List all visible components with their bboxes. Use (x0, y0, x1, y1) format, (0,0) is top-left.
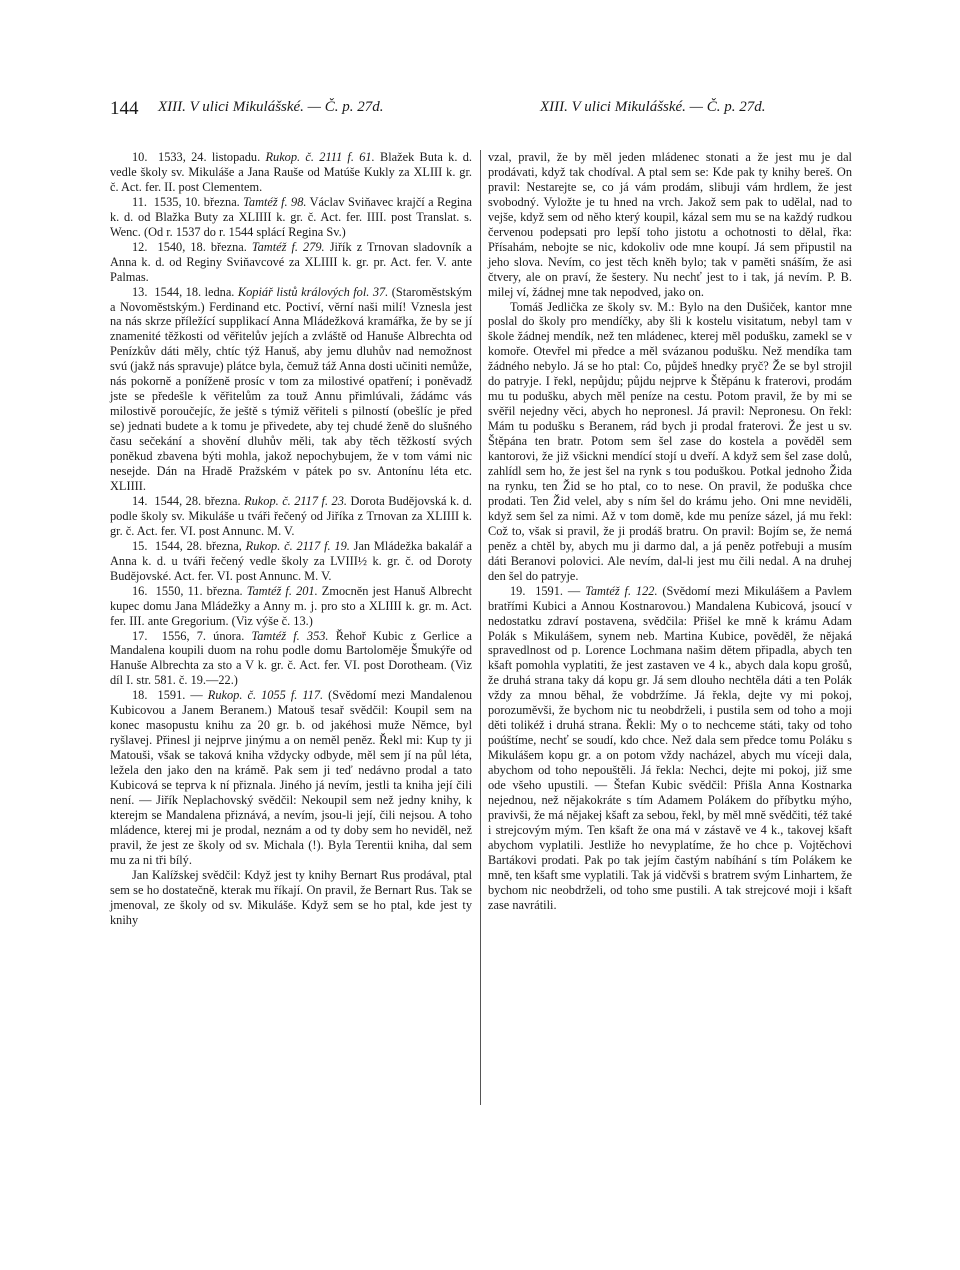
entry-text: Řehoř Kubic z Gerlice a Mandalena koupili duom na rohu podle domu Bartoloměje Šmukýře od Hanuše Albrechta za sto a V k. gr. č. Act. fer. VI. post Dorotheam. (Viz díl I. str. 581. č. 19.—22.) (110, 628, 472, 688)
entry-lead: 11. 1535, 10. března. (132, 194, 244, 209)
testimony-paragraph (488, 300, 852, 584)
entry-text: Jan Kalížskej svědčil: Když jest ty knihy Bernart Rus prodával, ptal sem se ho dostatečně, kterak mu říkají. On pravil, že Bernart Rus. Tak se jmenoval, ze školy od sv. Mikuláše. Když sem se ho ptal, kde jest ty knihy (110, 867, 472, 927)
page-number: 144 (110, 98, 139, 119)
entry-paragraph (110, 285, 472, 494)
entry-lead: 16. 1550, 11. března. (132, 583, 247, 598)
running-title-left: XIII. V ulici Mikulášské. — Č. p. 27d. (158, 99, 384, 115)
column-divider (480, 150, 481, 1105)
entry-lead: 14. 1544, 28. března. (132, 493, 245, 508)
source-reference: Kopiář listů králových fol. 37. (237, 284, 389, 299)
entry-paragraph (110, 539, 472, 584)
entry-text: Zmocněn jest Hanuš Albrecht kupec domu Jana Mládežky a Anny m. j. pro sto a XLIIII k. gr. m. Act. fer. III. ante Gregorium. (Viz výše č. 13.) (110, 583, 472, 628)
entry-lead: 17. 1556, 7. února. (132, 628, 252, 643)
continued-paragraph (488, 150, 852, 300)
page-header (0, 96, 960, 126)
left-column (110, 150, 472, 928)
entry-lead: 12. 1540, 18. března. (132, 239, 252, 254)
entry-paragraph (110, 494, 472, 539)
entry-lead: 10. 1533, 24. listopadu. (132, 150, 266, 164)
source-reference: Tamtéž f. 353. (251, 628, 329, 643)
testimony-paragraph (110, 868, 472, 928)
entry-text: Jan Mládežka bakalář a Anna k. d. u tváři řečený vedle školy za LVIII½ k. gr. č. od Doroty Budějovské. Act. fer. VI. post Annunc. M. V. (110, 538, 472, 583)
source-reference: Tamtéž f. 98. (243, 194, 307, 209)
entry-lead: 19. 1591. — (510, 583, 586, 598)
running-title-right: XIII. V ulici Mikulášské. — Č. p. 27d. (540, 99, 766, 115)
source-reference: Tamtéž f. 279. (251, 239, 325, 254)
source-reference: Rukop. č. 2117 f. 19. (245, 538, 350, 553)
entry-text: Dorota Budějovská k. d. podle školy sv. Mikuláše u tváři řečený od Jiříka z Trnovan za XLIIII k. gr. č. Act. fer. VI. post Annunc. M. V. (110, 493, 472, 538)
source-reference: Rukop. č. 2117 f. 23. (244, 493, 347, 508)
source-reference: Tamtéž f. 201. (246, 583, 318, 598)
entry-lead: 18. 1591. — (132, 688, 208, 703)
source-reference: Rukop. č. 1055 f. 117. (207, 688, 324, 703)
entry-text: Václav Sviňavec krajčí a Regina k. d. od Blažka Buty za XLIIII k. gr. č. Act. fer. IIII. post Translat. s. Wenc. (Od r. 1537 do r. 1544 splácí Regina Sv.) (110, 194, 472, 239)
entry-text: Tomáš Jedlička ze školy sv. M.: Bylo na den Dušiček, kantor mne poslal do školy pro mendíčky, aby šli k kostelu visitatum, nebyl tam v škole žádnej mendík, než ten mládenec, kterej měl podušku, zamekl se v komoře. Otevřel mi předce a měl svázanou podušku. Než mendíka tam žádného nebylo. Já se ho ptal: Co, půjdeš hnedky pryč? Že se byl strojil do patryje. I řekl, nepůjdu; půjdu nejprve k Štěpánu k fraterovi, prodám mu tu podušku, abych měl peníze na cestu. Potom pravil, že by mi se svěřil nejedny věci, abych ho nepronesl. Já pravil: Nepronesu. On řekl: Mám tu podušku s Beranem, rád bych ji prodal fraterovi. Že jest u sv. Štěpána ten bratr. Potom sem šel zase do kostela a pověděl sem kantorovi, že již všickni mendící stojí u dveří. A když sem šel zase dolů, zahlídl sem ho, že jest šel na rynk s tou poduškou. Potkal jednoho Žida na rynku, ten Žid se ho ptal, co to nese. On pravil, že poduška chce prodati. Ten Žid velel, aby s ním šel do krámu jeho. Oni mne neviděli, když sem šel za nimi. Až v tom domě, kde mu peníze sázel, já mu řekl: Což to, však si pravil, že ji prodáš bratru. On pravil: Bojím se, že nemá peněz a chtěl by, abych mu ji darmo dal, a já peněz potřebuji a musím dáti Beranovi polovici. Ale nevím, dal-li jest mu čili nedal. A na druhej den šel do patryje. (488, 299, 852, 583)
entry-text: (Svědomí mezi Mikulášem a Pavlem bratřími Kubici a Annou Kostnarovou.) Mandalena Kubicová, jsoucí v nedostatku zdraví postavena, svědčila: Přišel ke mně k krámu Adam Polák s Mikulášem, synem neb. Martina Kubice, pověděl, že nějaká spravedlnost od p. Lorence Lochmana našim dětem připadla, abych ten kšaft pomohla vyplatiti, že jest zastaven ve 4 k., abych dala kopu grošů, že druhá strana taky dá kopu gr. Já sem dlouho nechtěla dáti a ten Polák vždy za mnou běhal, že vobdržíme. Já řekla, dejte vy mi pokoj, porozuměvši, že bychom nic tu neobdrželi, i pustila sem od toho a moji děti tolikéž i druhá strana. Řekli: My o to nechceme státi, taky od toho poúštíme, nechť se soudí, kdo chce. Než dala sem předce tomu Poláku s Mikulášem kopu gr. a on potom vždy nacházel, abych mu víceji dala, abychom od toho nepouštěli. Já řekla: Nechci, dejte mi pokoj, již sme ode všeho upustili. — Štefan Kubic svědčil: Přišla Anna Kostnarka nejednou, než nějakokráte s tím Adamem Polákem do příbytku mýho, pravivši, že má nějakej kšaft za sebou, řekl, by měl mně svědčiti, též také i strejcovým mým. Ten kšaft že ona má v zástavě ve 4 k., takovej kšaft abychom vyplatili. Jestliže ho nevyplatíme, že ho chce p. Vojtěchovi Bartákovi prodati. Pak po tak jejím častým nabíhání s tím Polákem ke mně, ten kšaft sme vyplatili. Tak já vidčvši s bratrem svým Linhartem, že bychom nic neobdrželi, od toho sme pustili. A tak strejcové moji i kšaft zase navrátili. (488, 583, 853, 912)
entry-paragraph (110, 150, 472, 195)
entry-text: Jiřík z Trnovan sladovník a Anna k. d. od Reginy Sviňavcové za XLIIII k. gr. pr. Act. fer. V. ante Palmas. (110, 239, 472, 284)
source-reference: Rukop. č. 2111 f. 61. (265, 150, 375, 164)
right-column (488, 150, 852, 913)
entry-text: Blažek Buta k. d. vedle školy sv. Mikuláše a Jana Rauše od Matúše Kukly za XLIII k. gr. č. Act. fer. II. post Clementem. (110, 150, 472, 194)
entry-paragraph (110, 629, 472, 689)
entry-text: (Staroměstským a Novoměstským.) Ferdinand etc. Poctiví, věrní naši milí! Vznesla jest na nás skrze příležící supplikací Anna Mládežková kramářka, že by se jí znamenité těžkosti od věřitelův jejích a zvláště od Hanuše Albrechta od Penízkův dáti měly, chtíc týž Hanuš, aby jemu dluhův nad nemožnost svú (jakž nás spravuje) plátce byla, čemuž táž Anna dosti učiniti nemůže, nás pokorně a poníženě prosíc v tom za milostivé opatření; i poněvadž jste se předešle k věřitelům za touž Annu přimlúvali, žádámc vás milostivě poroučejíc, že ještě s týmiž věřiteli s pilností (obešlíc je před se) jednati budete a k tomu je přivedete, aby tej chudé ženě do slušného času sečekání a shovění dluhův měli, tak aby těch těžkostí svých poněkud zbavena býti mohla, jakož nepochybujem, že v tom vámi nic nesejde. Dán na Hradě Pražském v pátek po sv. Antonínu léta etc. XLIIII. (110, 284, 472, 493)
entry-paragraph (488, 584, 852, 913)
entry-lead: 15. 1544, 28. března, (132, 538, 246, 553)
entry-paragraph (110, 688, 472, 867)
entry-text: (Svědomí mezi Mandalenou Kubicovou a Janem Beranem.) Matouš tesař svědčil: Koupil sem na konec masopustu knihu za 20 gr. b. od jakéhosi muže Němce, byl ryšlavej. Přinesl ji nejprve jinýmu a on neměl peněz. Řekl mi: Kup ty ji Matouši, však se taková kniha vždycky odbyde, měl sem jí na půl léta, ležela den jako den na krámě. Pak sem ji teď nedávno prodal a tato Kubicová se teprva k ní přiznala. Jiného já nevím, jestli ta kniha její čili není. — Jiřík Neplachovský svědčil: Nekoupil sem než jedny knihy, k kterejm se Mandalena přiznává, a nevím, jsou-li její, čili nejsou. A toho mládence, kterej mi je prodal, neznám a od ty doby sem ho neviděl, než pravil, že jest ze školy od sv. Michala (!). Byla Terentii kniha, dal sem mu za ni tři bílý. (110, 688, 473, 867)
entry-text: vzal, pravil, že by měl jeden mládenec stonati a že jest mu je dal prodávati, když tak chodíval. A ptal sem se: Kde pak ty knihy bereš. On pravil: Nestarejte se, co já vám prodám, slibuji vám hrdlem, že jest svobodný. Vyložte je tu hned na vrch. Jakož sem pak to udělal, nad to vejše, když sem od něho který koupil, kázal sem mu se na každý rudkou červenou podepsati pro lepší toho jistotu a ochotnosti to dělal, řka: Přísahám, nebojte se nic, kdokoliv ode mne koupí. Já sem připustil na jeho slova. Nevím, co jest těch kněh bylo; tak v paměti snáším, že asi čtvery, ale on praví, že šestery. Nu nechť jest to i tak, já nevím. P. B. milej ví, žádnej mne tak nepodved, jako on. (488, 150, 852, 299)
source-reference: Tamtéž f. 122. (585, 583, 658, 598)
entry-paragraph (110, 240, 472, 285)
entry-lead: 13. 1544, 18. ledna. (132, 284, 238, 299)
entry-paragraph (110, 195, 472, 240)
entry-paragraph (110, 584, 472, 629)
